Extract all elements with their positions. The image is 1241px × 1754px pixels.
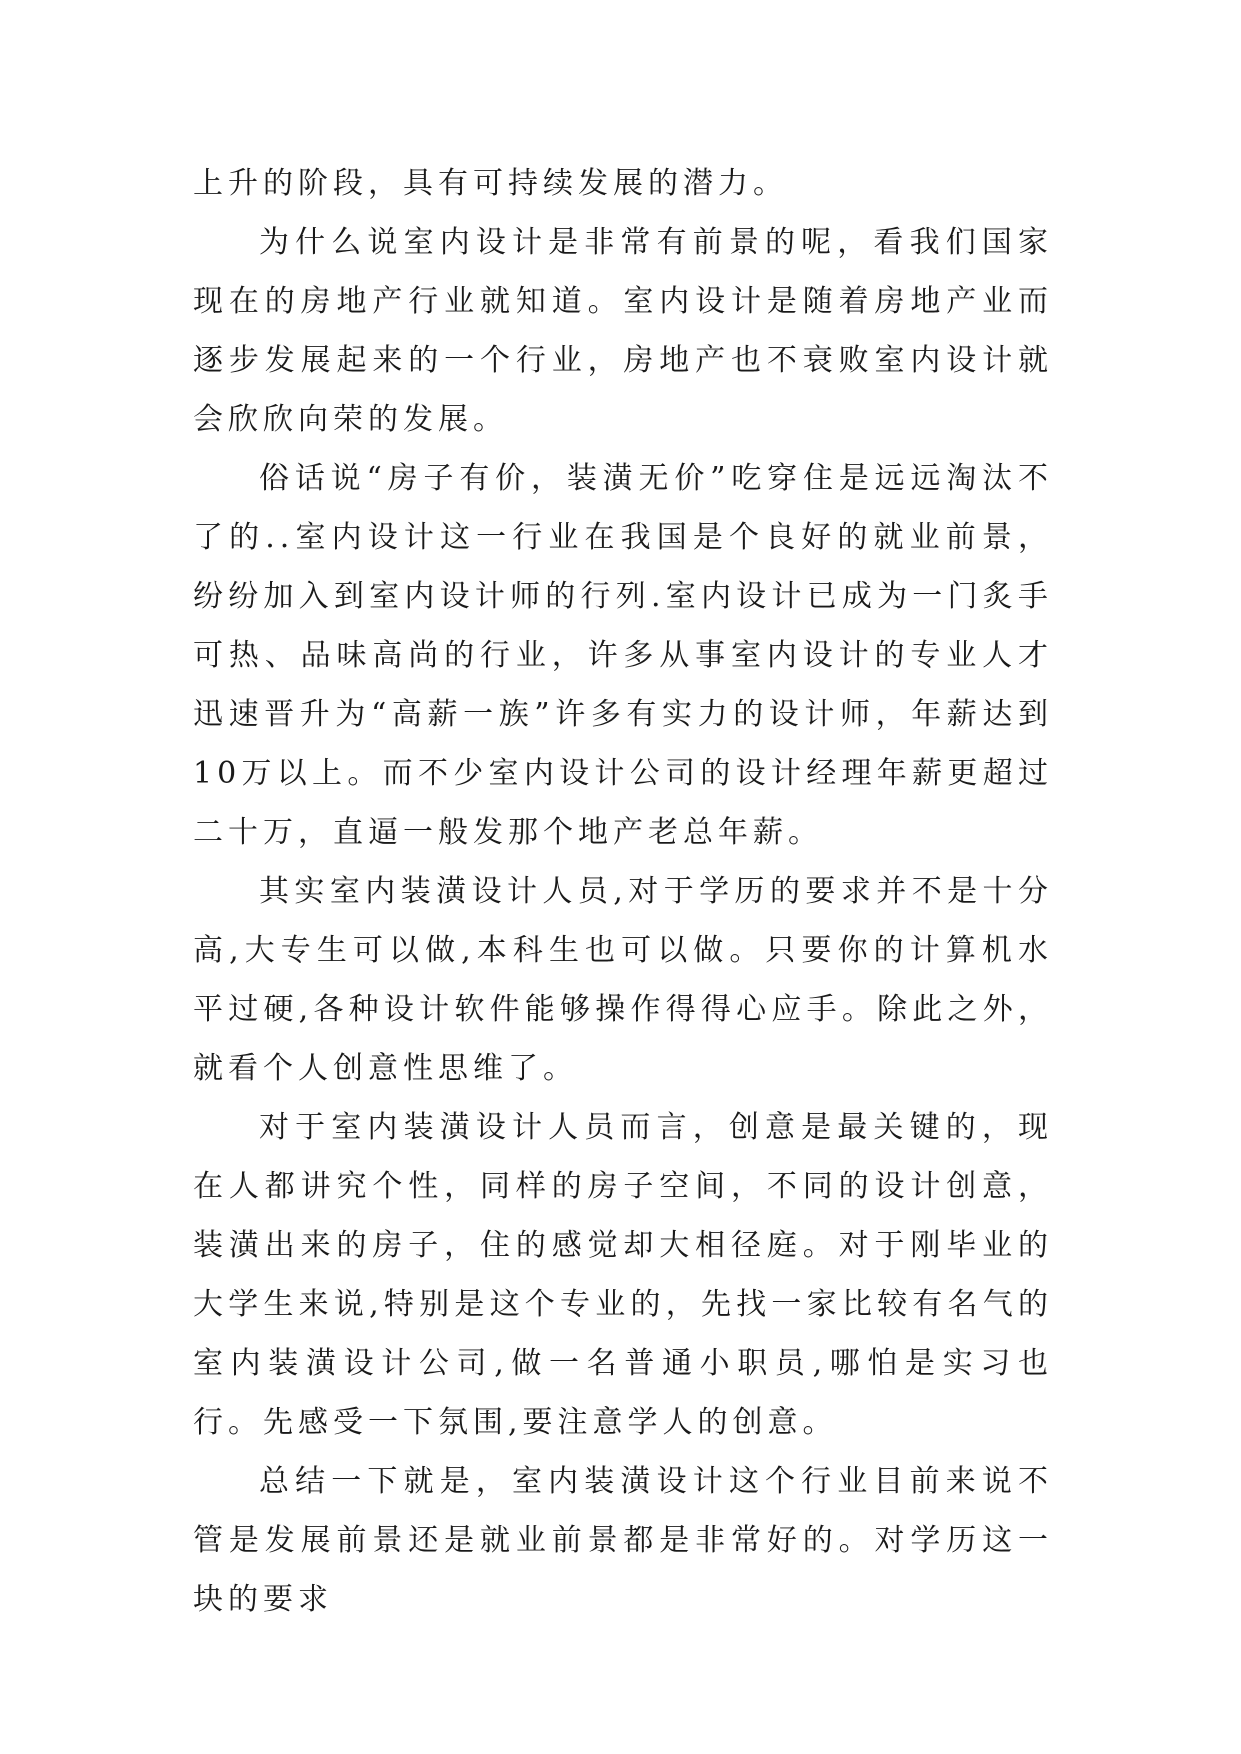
paragraph-5: 对于室内装潢设计人员而言，创意是最关键的，现在人都讲究个性，同样的房子空间，不同的设计创意，装潢出来的房子，住的感觉却大相径庭。对于刚毕业的大学生来说,特别是这个专业的，先找一家比较有名气的室内装潢设计公司,做一名普通小职员,哪怕是实习也行。先感受一下氛围,要注意学人的创意。	[193, 1110, 1053, 1440]
paragraph-2: 为什么说室内设计是非常有前景的呢，看我们国家现在的房地产行业就知道。室内设计是随着房地产业而逐步发展起来的一个行业，房地产也不衰败室内设计就会欣欣向荣的发展。	[193, 225, 1053, 437]
paragraph-6: 总结一下就是，室内装潢设计这个行业目前来说不管是发展前景还是就业前景都是非常好的。对学历这一块的要求	[193, 1464, 1053, 1617]
paragraph-1: 上升的阶段，具有可持续发展的潜力。	[193, 166, 788, 201]
paragraph-3: 俗话说“房子有价，装潢无价”吃穿住是远远淘汰不了的..室内设计这一行业在我国是个良好的就业前景，纷纷加入到室内设计师的行列.室内设计已成为一门炙手可热、品味高尚的行业，许多从事室内设计的专业人才迅速晋升为“高薪一族”许多有实力的设计师，年薪达到10万以上。而不少室内设计公司的设计经理年薪更超过二十万，直逼一般发那个地产老总年薪。	[193, 461, 1053, 850]
paragraph-4: 其实室内装潢设计人员,对于学历的要求并不是十分高,大专生可以做,本科生也可以做。只要你的计算机水平过硬,各种设计软件能够操作得得心应手。除此之外，就看个人创意性思维了。	[193, 874, 1053, 1086]
document-body	[193, 154, 1053, 1629]
